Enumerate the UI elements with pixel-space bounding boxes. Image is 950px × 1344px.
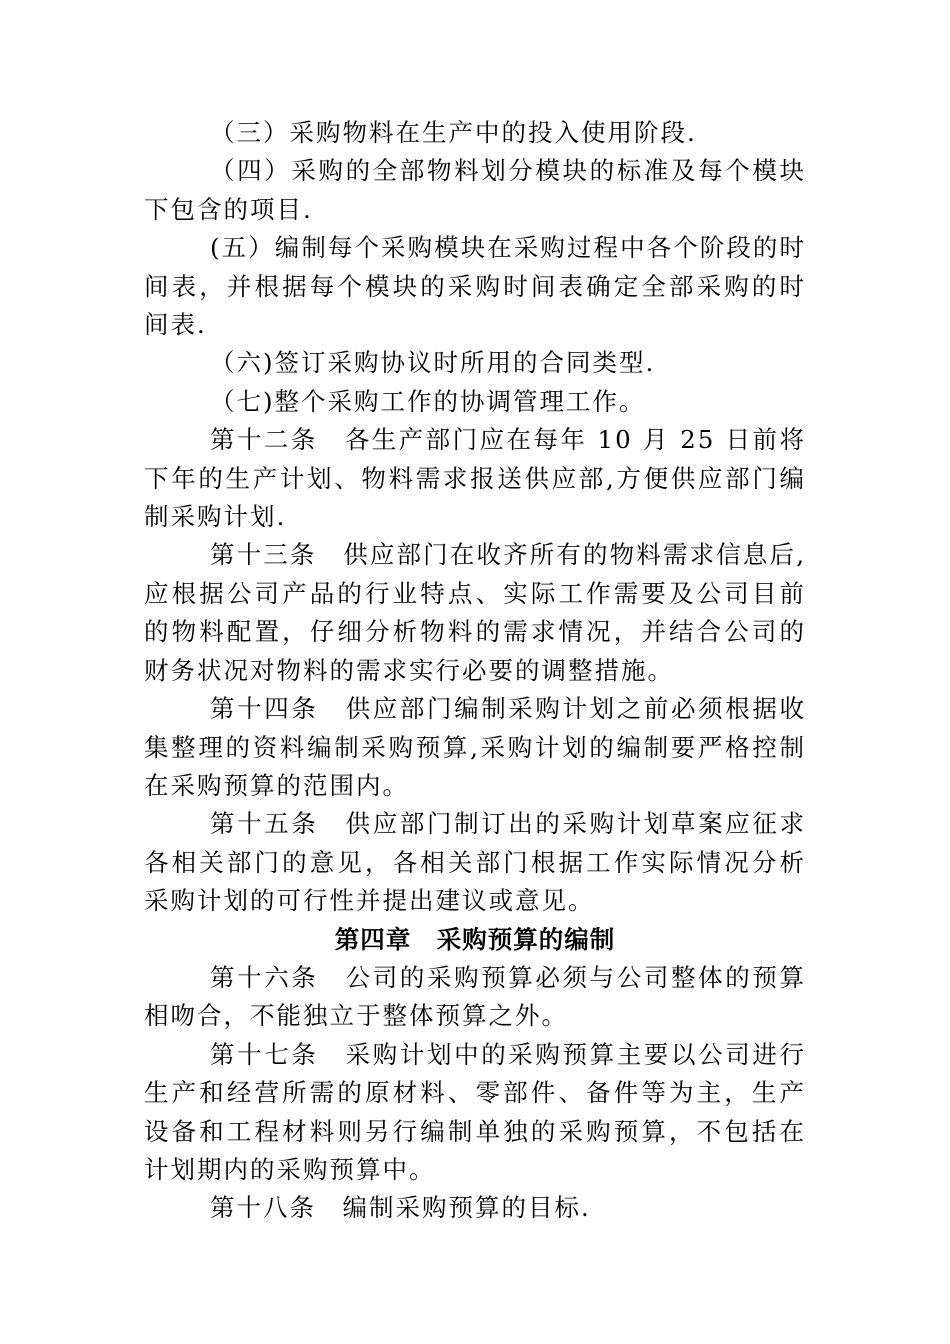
article-paragraph: 第十四条 供应部门编制采购计划之前必须根据收集整理的资料编制采购预算,采购计划的编制要严格控制在采购预算的范围内。 — [144, 694, 806, 800]
article-paragraph: 第十三条 供应部门在收齐所有的物料需求信息后,应根据公司产品的行业特点、实际工作需要及公司目前的物料配置，仔细分析物料的需求情况，并结合公司的财务状况对物料的需求实行必要的调整措施。 — [144, 540, 806, 685]
list-item: （三）采购物料在生产中的投入使用阶段. — [210, 118, 697, 147]
list-item: (五）编制每个采购模块在采购过程中各个阶段的时间表，并根据每个模块的采购时间表确定全部采购的时间表. — [144, 233, 806, 340]
list-item: （七)整个采购工作的协调管理工作。 — [210, 386, 646, 416]
chapter-heading: 第四章 采购预算的编制 — [334, 924, 616, 954]
list-item: （六)签订采购协议时所用的合同类型. — [210, 348, 656, 378]
list-item: （四）采购的全部物料划分模块的标准及每个模块下包含的项目. — [144, 156, 806, 224]
article-paragraph: 第十七条 采购计划中的采购预算主要以公司进行生产和经营所需的原材料、零部件、备件等为主，生产设备和工程材料则另行编制单独的采购预算，不包括在计划期内的采购预算中。 — [144, 1039, 806, 1184]
article-paragraph: 第十五条 供应部门制订出的采购计划草案应征求各相关部门的意见，各相关部门根据工作实际情况分析采购计划的可行性并提出建议或意见。 — [144, 809, 806, 916]
document-body — [144, 114, 806, 1228]
article-paragraph: 第十八条 编制采购预算的目标. — [210, 1193, 591, 1223]
article-paragraph: 第十二条 各生产部门应在每年 10 月 25 日前将下年的生产计划、物料需求报送供应部,方便供应部门编制采购计划. — [144, 425, 806, 532]
article-paragraph: 第十六条 公司的采购预算必须与公司整体的预算相吻合，不能独立于整体预算之外。 — [144, 962, 806, 1031]
